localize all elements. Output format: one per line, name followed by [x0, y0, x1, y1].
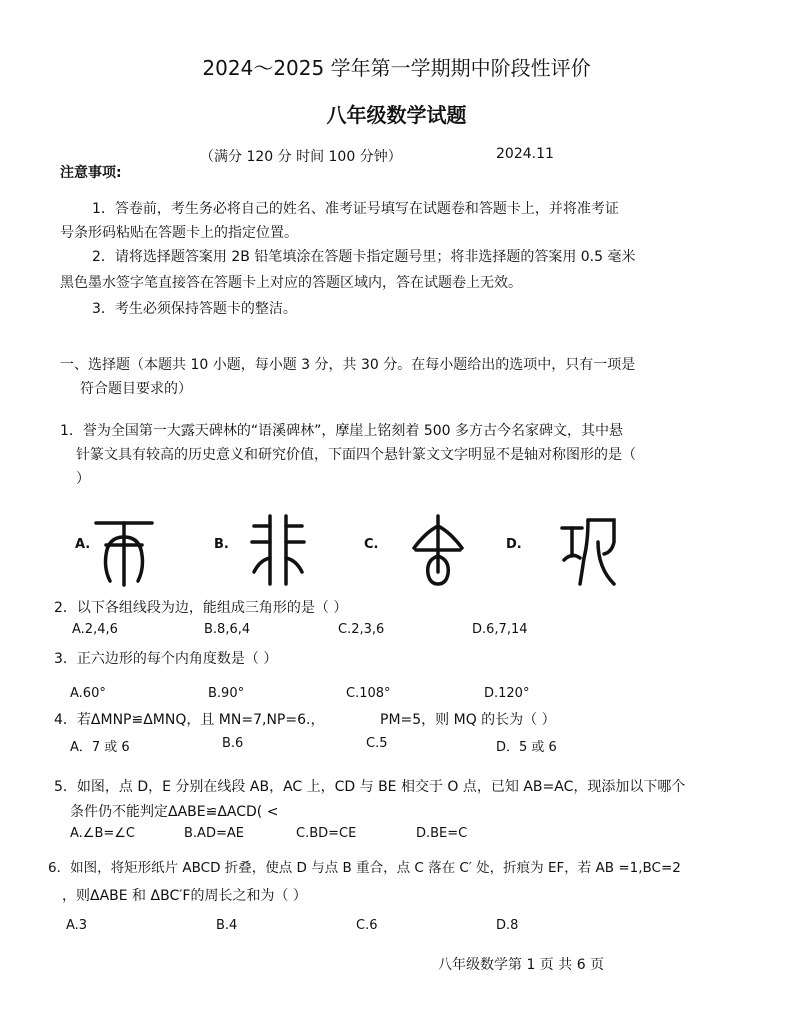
q5-option-b: B.AD=AE — [184, 826, 244, 841]
q3-option-a: A.60° — [70, 686, 106, 701]
exam-subtitle: 八年级数学试题 — [326, 103, 467, 127]
page-footer: 八年级数学第 1 页 共 6 页 — [438, 957, 605, 973]
q4-option-b: B.6 — [222, 736, 244, 751]
q3-option-b: B.90° — [208, 686, 245, 701]
q1-option-a-label: A. — [75, 537, 91, 552]
q1-option-d-label: D. — [506, 537, 522, 552]
q1-option-b-label: B. — [214, 537, 229, 552]
note-1-line-1: 1．答卷前，考生务必将自己的姓名、准考证号填写在试题卷和答题卡上，并将准考证 — [92, 201, 619, 217]
q3-option-c: C.108° — [346, 686, 391, 701]
note-2-line-2: 黑色墨水签字笔直接答在答题卡上对应的答题区域内，答在试题卷上无效。 — [60, 275, 522, 291]
seal-glyph-d-image — [558, 512, 624, 588]
seal-glyph-c-image — [408, 512, 468, 588]
q4-stem-part-1: 4．若ΔMNP≌ΔMNQ，且 MN=7,NP=6.， — [54, 712, 325, 728]
q6-line-2: ，则ΔABE 和 ΔBC′F的周长之和为（ ） — [62, 888, 307, 904]
q5-option-c: C.BD=CE — [296, 826, 357, 841]
seal-glyph-b-image — [248, 512, 308, 587]
q4-option-a: A．7 或 6 — [70, 740, 130, 755]
q6-line-1: 6．如图，将矩形纸片 ABCD 折叠，使点 D 与点 B 重合，点 C 落在 C′ 处，折痕为 EF，若 AB =1,BC=2 — [48, 860, 681, 876]
q2-option-c: C.2,3,6 — [338, 622, 385, 637]
q6-option-d: D.8 — [496, 918, 519, 933]
q4-stem-part-2: PM=5，则 MQ 的长为（ ） — [380, 712, 556, 728]
q5-line-1: 5．如图，点 D，E 分别在线段 AB，AC 上，CD 与 BE 相交于 O 点，已知 AB=AC，现添加以下哪个 — [54, 779, 686, 795]
q1-option-c-label: C. — [364, 537, 379, 552]
notes-heading: 注意事项: — [60, 165, 122, 181]
note-1-line-2: 号条形码粘贴在答题卡上的指定位置。 — [60, 225, 298, 241]
q1-line-3: ） — [76, 471, 90, 487]
score-time: （满分 120 分 时间 100 分钟） — [200, 149, 402, 165]
q2-stem: 2．以下各组线段为边，能组成三角形的是（ ） — [54, 600, 348, 616]
q3-option-d: D.120° — [484, 686, 530, 701]
note-2-line-1: 2．请将选择题答案用 2B 铅笔填涂在答题卡指定题号里；将非选择题的答案用 0.5 毫米 — [92, 249, 636, 265]
q1-line-2: 针篆文具有较高的历史意义和研究价值，下面四个悬针篆文文字明显不是轴对称图形的是（ — [76, 447, 636, 463]
note-3: 3．考生必须保持答题卡的整洁。 — [92, 301, 297, 317]
seal-glyph-a-image — [94, 515, 154, 587]
exam-title: 2024～2025 学年第一学期期中阶段性评价 — [202, 56, 591, 80]
q6-option-a: A.3 — [66, 918, 88, 933]
q2-option-d: D.6,7,14 — [472, 622, 528, 637]
q4-option-d: D．5 或 6 — [496, 740, 557, 755]
q3-stem: 3．正六边形的每个内角度数是（ ） — [54, 651, 278, 667]
q2-option-a: A.2,4,6 — [72, 622, 118, 637]
q5-line-2: 条件仍不能判定ΔABE≌ΔACD( < — [70, 804, 279, 820]
q6-option-c: C.6 — [356, 918, 378, 933]
q5-option-d: D.BE=C — [416, 826, 468, 841]
exam-date: 2024.11 — [496, 146, 554, 162]
q1-line-1: 1．誉为全国第一大露天碑林的“语溪碑林”，摩崖上铭刻着 500 多方古今名家碑文，其中悬 — [60, 423, 624, 439]
q5-option-a: A.∠B=∠C — [70, 826, 135, 841]
section-1-line-2: 符合题目要求的） — [80, 381, 192, 397]
q4-option-c: C.5 — [366, 736, 388, 751]
section-1-line-1: 一、选择题（本题共 10 小题，每小题 3 分，共 30 分。在每小题给出的选项中，只有一项是 — [60, 357, 636, 373]
q2-option-b: B.8,6,4 — [204, 622, 251, 637]
q6-option-b: B.4 — [216, 918, 238, 933]
